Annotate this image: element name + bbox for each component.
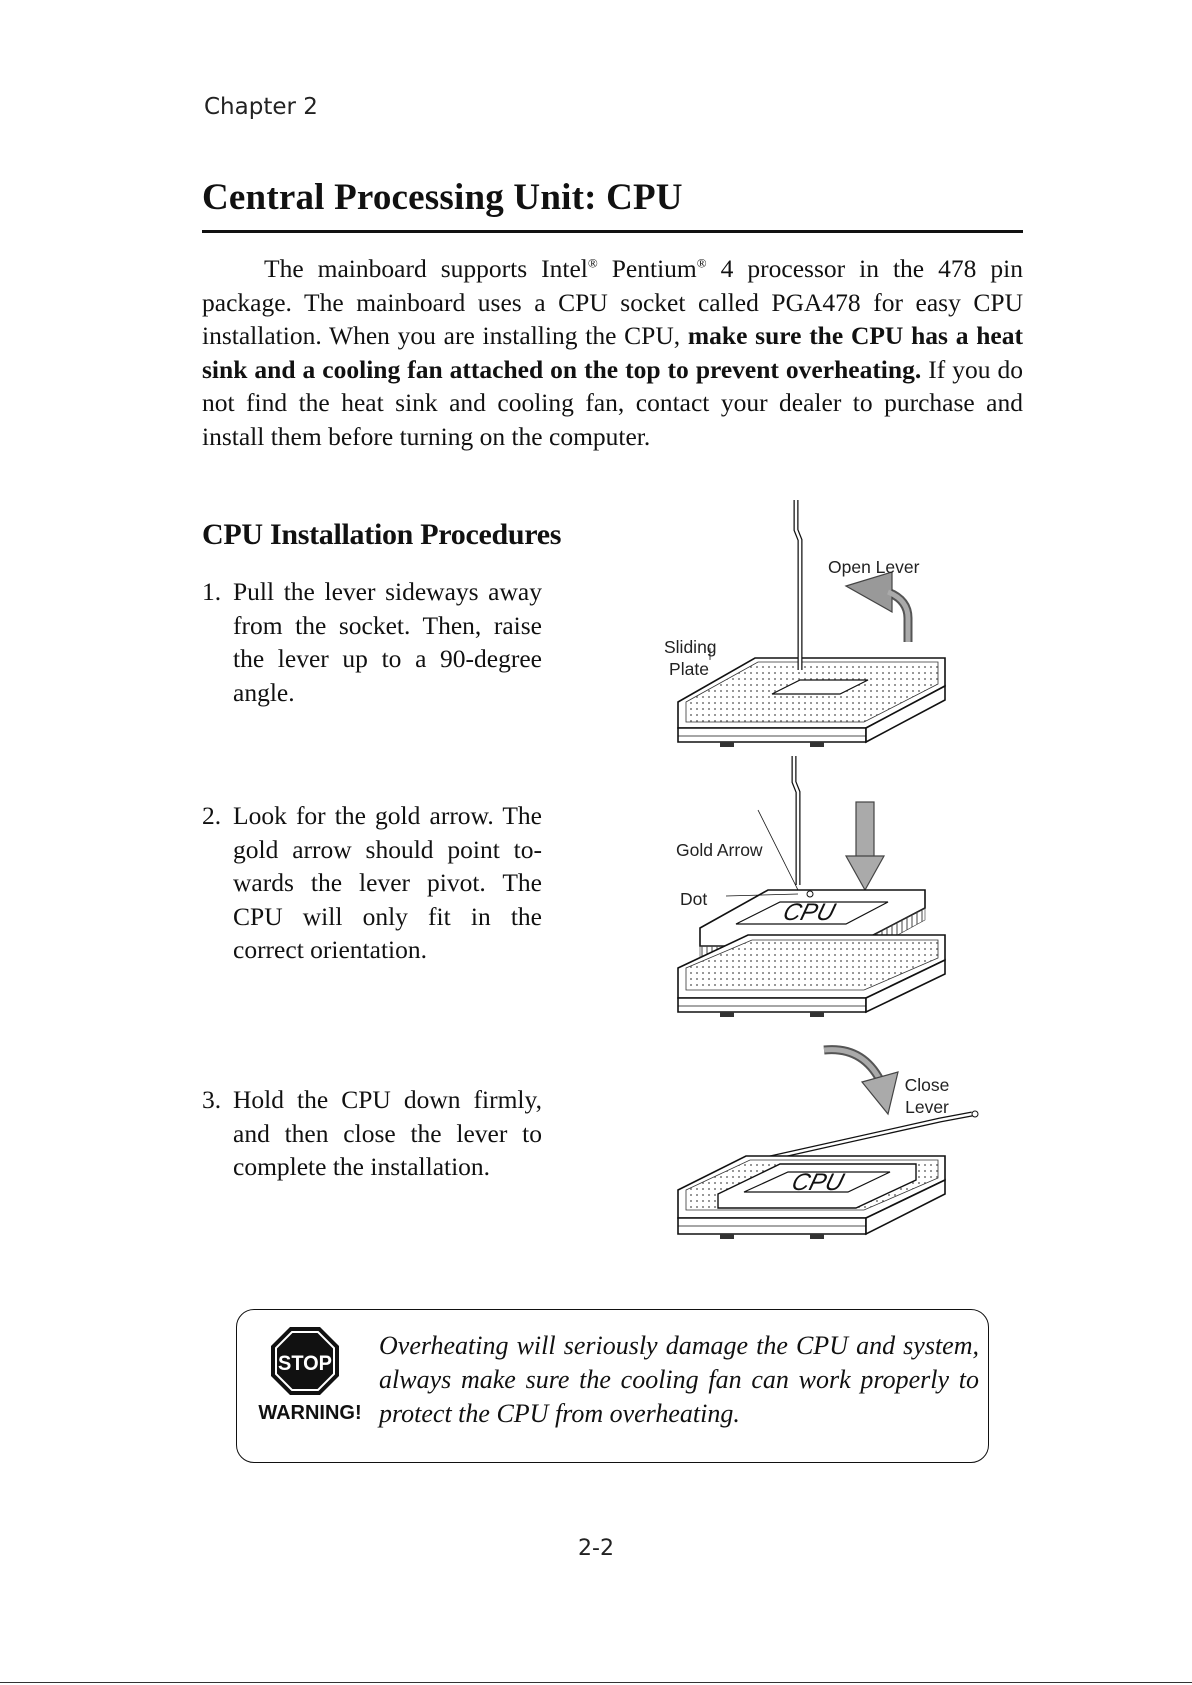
procedure-step	[202, 799, 542, 967]
page-title: Central Processing Unit: CPU	[202, 177, 683, 218]
dot-label: Dot	[680, 889, 708, 909]
open-lever-label: Open Lever	[828, 557, 920, 577]
intro-text-3: 4 processor in the 478 pin package. The mainboard uses a CPU socket called PGA478 for easy CPU installation. When you are installing the CPU,	[202, 254, 1023, 351]
step-text: Pull the lever sideways away from the socket. Then, raise the lever up to a 90-degree angle.	[233, 577, 542, 707]
step-number: 3.	[202, 1085, 222, 1114]
step-number: 2.	[202, 801, 222, 830]
warning-text: Overheating will seriously damage the CPU and system, always make sure the cooling fan can work properly to protect the CPU from overheating.	[379, 1331, 979, 1428]
sliding-plate-label-line2: Plate	[669, 659, 709, 679]
page-number: 2-2	[578, 1536, 614, 1561]
cpu-insert-figure	[678, 756, 945, 1017]
cpu-mark: CPU	[780, 899, 838, 926]
chapter-header: Chapter 2	[204, 94, 318, 120]
intro-paragraph	[202, 252, 1023, 454]
warning-label: WARNING!	[258, 1402, 362, 1424]
socket-open-figure	[678, 500, 945, 747]
procedure-step	[202, 1083, 542, 1184]
sliding-plate-label	[664, 636, 717, 680]
cpu-mark: CPU	[788, 1169, 847, 1196]
intro-text-1: The mainboard supports Intel	[264, 254, 588, 283]
stop-sign-icon	[270, 1326, 340, 1396]
sliding-plate-label-line1: Sliding	[664, 637, 717, 657]
step-text: Look for the gold arrow. The gold arrow should point to-wards the lever pivot. The CPU will only fit in the correct orientation.	[233, 801, 542, 965]
cpu-installation-diagram	[640, 490, 1000, 1260]
stop-sign-text: STOP	[278, 1352, 332, 1375]
registered-mark: ®	[587, 255, 598, 271]
gold-arrow-label: Gold Arrow	[676, 840, 763, 860]
intro-emphasis: make sure the CPU has a heat sink and a cooling fan attached on the top to prevent overheating.	[202, 321, 1023, 384]
step-text: Hold the CPU down firmly, and then close the lever to complete the installation.	[233, 1085, 542, 1182]
intro-text-2: Pentium	[597, 254, 697, 283]
procedure-step	[202, 575, 542, 709]
close-lever-label-line2: Lever	[905, 1097, 949, 1117]
intro-text-4: If you do not find the heat sink and cooling fan, contact your dealer to purchase and install them before turning on the computer.	[202, 354, 1024, 451]
close-lever-label-line1: Close	[904, 1075, 950, 1095]
procedures-title: CPU Installation Procedures	[202, 518, 562, 551]
bottom-rule	[0, 1682, 1192, 1683]
registered-mark: ®	[696, 255, 707, 271]
close-lever-label	[902, 1074, 952, 1118]
title-underline	[202, 230, 1023, 233]
cpu-socket-illustration	[640, 490, 1000, 1260]
step-number: 1.	[202, 577, 222, 606]
warning-box	[236, 1309, 989, 1463]
